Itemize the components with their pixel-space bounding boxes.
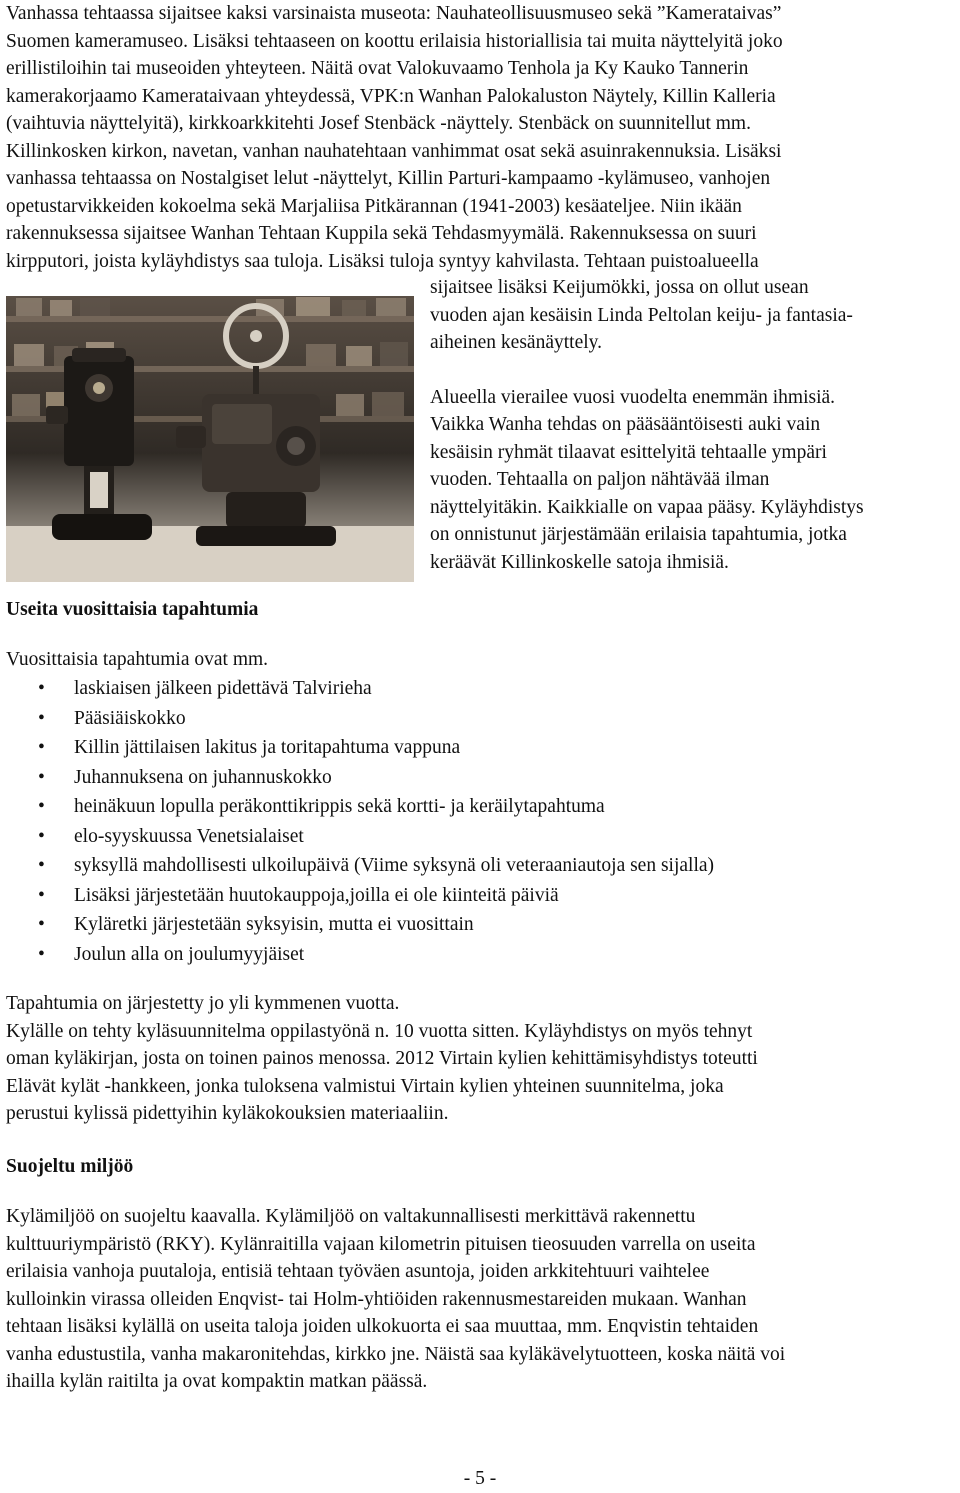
text-line: Vanhassa tehtaassa sijaitsee kaksi varsinaista museota: Nauhateollisuusmuseo sekä ”Kamerataivas” [6, 3, 782, 24]
bullet-icon: • [38, 707, 45, 729]
text-line: kulloinkin virassa olleiden Enqvist- tai Holm-yhtiöiden rakennusmestareiden mukaan. Wanhan [6, 1288, 747, 1310]
list-item [30, 674, 714, 704]
bullet-icon: • [38, 943, 45, 965]
side-text [430, 274, 958, 576]
bullet-icon: • [38, 855, 45, 876]
text-line: erillistiloihin tai museoiden yhteyteen. Näitä ovat Valokuvaamo Tenhola ja Ky Kauko Tannerin [6, 58, 749, 79]
text-line: sijaitsee lisäksi Keijumökki, jossa on ollut usean [430, 277, 809, 298]
list-item [30, 910, 714, 940]
side-paragraph-1 [430, 274, 958, 357]
list-item-text: elo-syyskuussa Venetsialaiset [74, 825, 304, 847]
intro-paragraph [6, 0, 956, 275]
text-line: kamerakorjaamo Kamerataivaan yhteydessä, VPK:n Wanhan Palokaluston Näytely, Killin Kalleria [6, 85, 776, 107]
text-line: tehtaan lisäksi kylällä on useita taloja joiden ulkokuorta ei saa muuttaa, mm. Enqvistin tehtaiden [6, 1316, 759, 1337]
text-line: näyttelyitäkin. Kaikkialle on vapaa pääsy. Kyläyhdistys [430, 496, 864, 518]
text-line: kulttuuriympäristö (RKY). Kylänraitilla vajaan kilometrin pituisen tieosuuden varrella on useita [6, 1233, 756, 1255]
events-heading: Useita vuosittaisia tapahtumia [6, 599, 259, 620]
miljoo-heading: Suojeltu miljöö [6, 1156, 134, 1177]
text-line: kirpputori, joista kyläyhdistys saa tuloja. Lisäksi tuloja syntyy kahvilasta. Tehtaan puistoalueella [6, 250, 759, 272]
camera-projectors-photo [6, 296, 414, 582]
list-item-text: Pääsiäiskokko [74, 707, 186, 729]
side-paragraph-2 [430, 384, 958, 577]
text-line: erilaisia vanhoja puutaloja, entisiä tehtaan työväen asuntoja, joiden arkkitehtuuri vaihtelee [6, 1261, 710, 1282]
list-item [30, 733, 714, 763]
closing-paragraph [6, 990, 956, 1128]
text-line: ihailla kylän raitilta ja ovat kompaktin matkan päässä. [6, 1371, 428, 1392]
text-line: opetustarvikkeiden kokoelma sekä Marjaliisa Pitkärannan (1941-2003) kesäateljee. Niin ikään [6, 195, 742, 217]
list-item-text: Killin jättilaisen lakitus ja toritapahtuma vappuna [74, 737, 461, 758]
text-line: vanha edustustila, vanha makaronitehdas, kirkko jne. Näistä saa kyläkävelytuotteen, koska näitä voi [6, 1343, 786, 1365]
events-list [30, 674, 714, 969]
text-line: on onnistunut järjestämään erilaisia tapahtumia, jotka [430, 524, 847, 545]
text-line: vanhassa tehtaassa on Nostalgiset lelut -näyttelyt, Killin Parturi-kampaamo -kylämuseo, vanhojen [6, 168, 771, 189]
list-item-text: Kyläretki järjestetään syksyisin, mutta ei vuosittain [74, 914, 474, 935]
list-item-text: Lisäksi järjestetään huutokauppoja,joilla ei ole kiinteitä päiviä [74, 884, 559, 906]
bullet-icon: • [38, 766, 45, 788]
list-item-text: Joulun alla on joulumyyjäiset [74, 943, 305, 965]
list-item-text: syksyllä mahdollisesti ulkoilupäivä (Viime syksynä oli veteraaniautoja sen sijalla) [74, 855, 715, 876]
list-item [30, 940, 714, 970]
bullet-icon: • [38, 884, 45, 906]
text-line: perustui kylissä pidettyihin kyläkokouksien materiaaliin. [6, 1103, 449, 1124]
text-line: aiheinen kesänäyttely. [430, 332, 602, 353]
text-line: keräävät Killinkoskelle satoja ihmisiä. [430, 551, 729, 573]
photo-illustration [6, 296, 414, 582]
text-line: Kylälle on tehty kyläsuunnitelma oppilastyönä n. 10 vuotta sitten. Kyläyhdistys on myös tehnyt [6, 1020, 753, 1042]
list-item [30, 881, 714, 911]
bullet-icon: • [38, 796, 45, 817]
list-item-text: Juhannuksena on juhannuskokko [74, 766, 332, 788]
text-line: Elävät kylät -hankkeen, jonka tuloksena valmistui Virtain kylien yhteinen suunnitelma, joka [6, 1075, 724, 1097]
list-item-text: laskiaisen jälkeen pidettävä Talvirieha [74, 678, 372, 699]
list-item [30, 763, 714, 793]
list-item [30, 792, 714, 822]
bullet-icon: • [38, 678, 45, 699]
bullet-icon: • [38, 914, 45, 935]
events-intro: Vuosittaisia tapahtumia ovat mm. [6, 649, 269, 670]
text-line: (vaihtuvia näyttelyitä), kirkkoarkkitehti Josef Stenbäck -näyttely. Stenbäck on suunnitellut mm. [6, 113, 751, 134]
list-item [30, 851, 714, 881]
bullet-icon: • [38, 825, 45, 847]
text-line: rakennuksessa sijaitsee Wanhan Tehtaan Kuppila sekä Tehdasmyymälä. Rakennuksessa on suuri [6, 223, 757, 244]
page-number: - 5 - [463, 1468, 497, 1489]
miljoo-paragraph [6, 1203, 956, 1396]
text-line: Killinkosken kirkon, navetan, vanhan nauhatehtaan vanhimmat osat sekä asuinrakennuksia. Lisäksi [6, 140, 782, 162]
text-line: Kylämiljöö on suojeltu kaavalla. Kylämiljöö on valtakunnallisesti merkittävä rakennettu [6, 1206, 696, 1227]
text-line: Suomen kameramuseo. Lisäksi tehtaaseen on koottu erilaisia historiallisia tai muita näyttelyitä joko [6, 30, 783, 52]
list-item [30, 822, 714, 852]
list-item [30, 704, 714, 734]
text-line: Vaikka Wanha tehdas on pääsääntöisesti auki vain [430, 414, 821, 435]
text-line: kesäisin ryhmät tilaavat esittelyitä tehtaalle ympäri [430, 441, 827, 463]
bullet-icon: • [38, 737, 45, 758]
text-line: Alueella vierailee vuosi vuodelta enemmän ihmisiä. [430, 386, 836, 408]
text-line: vuoden ajan kesäisin Linda Peltolan keiju- ja fantasia- [430, 304, 853, 326]
text-line: oman kyläkirjan, josta on toinen painos menossa. 2012 Virtain kylien kehittämisyhdistys toteutti [6, 1048, 758, 1069]
text-line: Tapahtumia on järjestetty jo yli kymmenen vuotta. [6, 993, 400, 1014]
text-line: vuoden. Tehtaalla on paljon nähtävää ilman [430, 469, 770, 490]
list-item-text: heinäkuun lopulla peräkonttikrippis sekä kortti- ja keräilytapahtuma [74, 796, 605, 817]
